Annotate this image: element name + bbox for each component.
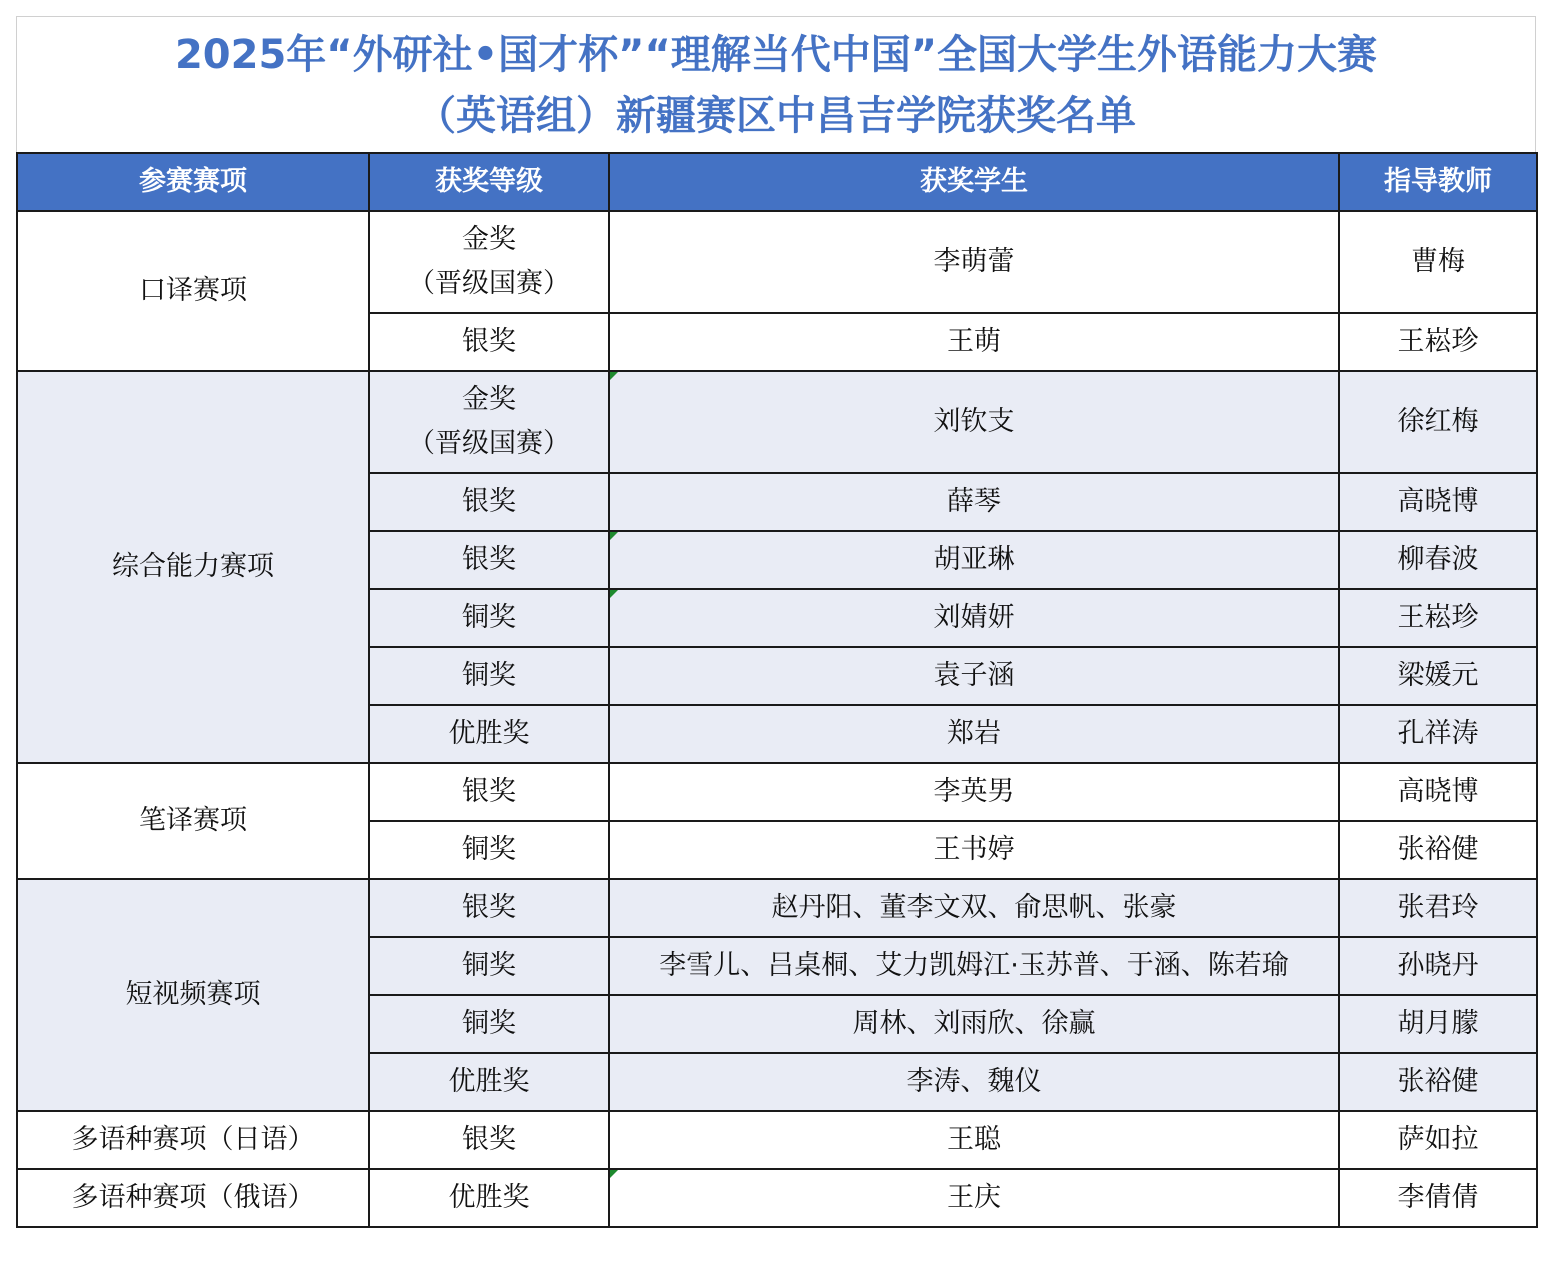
teacher-cell: 李倩倩 [1339, 1169, 1537, 1227]
teacher-cell: 梁媛元 [1339, 647, 1537, 705]
teacher-cell: 柳春波 [1339, 531, 1537, 589]
student-cell: 郑岩 [609, 705, 1339, 763]
student-cell: 胡亚琳 [609, 531, 1339, 589]
level-cell [369, 211, 609, 313]
student-cell: 王书婷 [609, 821, 1339, 879]
teacher-cell: 徐红梅 [1339, 371, 1537, 473]
teacher-cell: 王崧珍 [1339, 589, 1537, 647]
award-table [16, 152, 1538, 1228]
header-teacher: 指导教师 [1339, 153, 1537, 211]
teacher-cell: 胡月朦 [1339, 995, 1537, 1053]
student-cell: 李英男 [609, 763, 1339, 821]
header-student: 获奖学生 [609, 153, 1339, 211]
level-cell: 银奖 [369, 763, 609, 821]
level-note: （晋级国赛） [408, 428, 570, 459]
page-title: 2025年“外研社•国才杯”“理解当代中国”全国大学生外语能力大赛 [174, 32, 1378, 78]
table-row [17, 763, 1537, 821]
page-subtitle: （英语组）新疆赛区中昌吉学院获奖名单 [416, 93, 1136, 139]
table-row [17, 211, 1537, 313]
teacher-cell: 萨如拉 [1339, 1111, 1537, 1169]
table-row [17, 1111, 1537, 1169]
level-cell: 铜奖 [369, 821, 609, 879]
level-note: （晋级国赛） [408, 268, 570, 299]
teacher-cell: 张君玲 [1339, 879, 1537, 937]
student-cell: 薛琴 [609, 473, 1339, 531]
level-cell: 优胜奖 [369, 705, 609, 763]
event-cell: 短视频赛项 [17, 879, 369, 1111]
level-cell: 优胜奖 [369, 1169, 609, 1227]
teacher-cell: 高晓博 [1339, 473, 1537, 531]
level-cell: 优胜奖 [369, 1053, 609, 1111]
student-cell: 刘婧妍 [609, 589, 1339, 647]
student-cell: 周林、刘雨欣、徐赢 [609, 995, 1339, 1053]
student-cell: 李涛、魏仪 [609, 1053, 1339, 1111]
student-cell: 袁子涵 [609, 647, 1339, 705]
level-cell: 银奖 [369, 313, 609, 371]
event-cell: 多语种赛项（日语） [17, 1111, 369, 1169]
student-cell: 李萌蕾 [609, 211, 1339, 313]
teacher-cell: 孔祥涛 [1339, 705, 1537, 763]
level-cell: 银奖 [369, 473, 609, 531]
level-cell: 银奖 [369, 1111, 609, 1169]
student-cell: 赵丹阳、董李文双、俞思帆、张豪 [609, 879, 1339, 937]
teacher-cell: 王崧珍 [1339, 313, 1537, 371]
event-cell: 综合能力赛项 [17, 371, 369, 763]
level-cell [369, 371, 609, 473]
level-cell: 铜奖 [369, 647, 609, 705]
award-sheet [16, 16, 1536, 1260]
level-cell: 铜奖 [369, 995, 609, 1053]
level-cell: 铜奖 [369, 937, 609, 995]
title-box [16, 16, 1536, 152]
level-label: 金奖 [462, 224, 516, 255]
student-cell: 李雪儿、吕桌桐、艾力凯姆江·玉苏普、于涵、陈若瑜 [609, 937, 1339, 995]
header-event: 参赛赛项 [17, 153, 369, 211]
level-label: 金奖 [462, 384, 516, 415]
student-cell: 王萌 [609, 313, 1339, 371]
teacher-cell: 高晓博 [1339, 763, 1537, 821]
header-row [17, 153, 1537, 211]
event-cell: 多语种赛项（俄语） [17, 1169, 369, 1227]
teacher-cell: 张裕健 [1339, 1053, 1537, 1111]
event-cell: 口译赛项 [17, 211, 369, 371]
student-cell: 王庆 [609, 1169, 1339, 1227]
table-row [17, 371, 1537, 473]
event-cell: 笔译赛项 [17, 763, 369, 879]
student-cell: 刘钦支 [609, 371, 1339, 473]
table-row [17, 879, 1537, 937]
header-level: 获奖等级 [369, 153, 609, 211]
level-cell: 银奖 [369, 531, 609, 589]
level-cell: 铜奖 [369, 589, 609, 647]
teacher-cell: 张裕健 [1339, 821, 1537, 879]
level-cell: 银奖 [369, 879, 609, 937]
student-cell: 王聪 [609, 1111, 1339, 1169]
table-row [17, 1169, 1537, 1227]
teacher-cell: 曹梅 [1339, 211, 1537, 313]
teacher-cell: 孙晓丹 [1339, 937, 1537, 995]
